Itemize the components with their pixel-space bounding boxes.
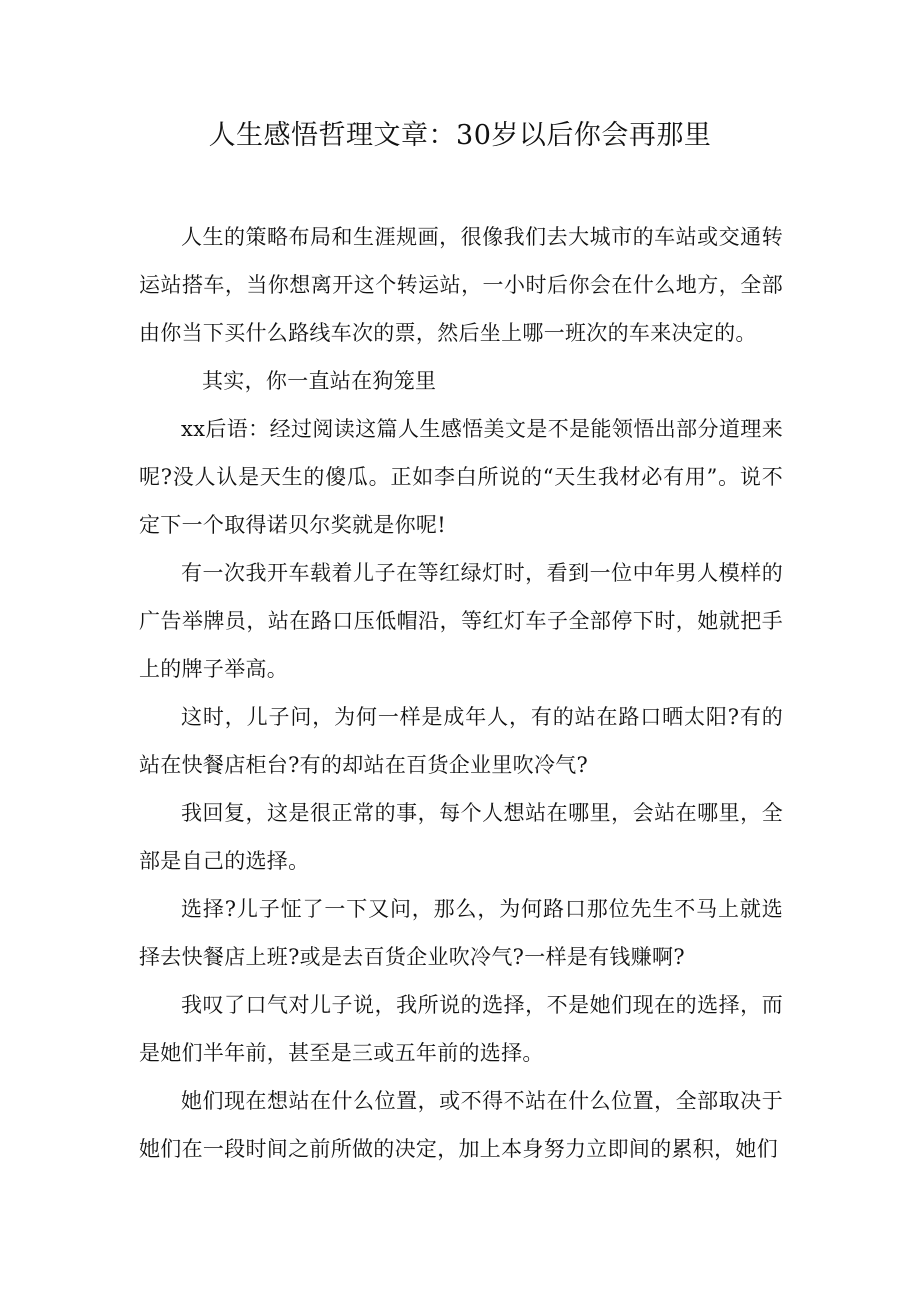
- paragraph-3: xx后语：经过阅读这篇人生感悟美文是不是能领悟出部分道理来呢?没人认是天生的傻瓜。正如李白所说的“天生我材必有用”。说不定下一个取得诺贝尔奖就是你呢!: [139, 417, 783, 537]
- paragraph-8: 我叹了口气对儿子说，我所说的选择，不是她们现在的选择，而是她们半年前，甚至是三或五年前的选择。: [139, 993, 783, 1065]
- paragraph-9: 她们现在想站在什么位置，或不得不站在什么位置，全部取决于她们在一段时间之前所做的决定，加上本身努力立即间的累积，她们: [139, 1089, 783, 1161]
- paragraph-1: 人生的策略布局和生涯规画，很像我们去大城市的车站或交通转运站搭车，当你想离开这个转运站，一小时后你会在什么地方，全部由你当下买什么路线车次的票，然后坐上哪一班次的车来决定的。: [139, 225, 783, 345]
- paragraph-2: 其实，你一直站在狗笼里: [202, 369, 437, 393]
- paragraph-5: 这时，儿子问，为何一样是成年人，有的站在路口晒太阳?有的站在快餐店柜台?有的却站在百货企业里吹冷气?: [139, 705, 783, 777]
- paragraph-4: 有一次我开车载着儿子在等红绿灯时，看到一位中年男人模样的广告举牌员，站在路口压低帽沿，等红灯车子全部停下时，她就把手上的牌子举高。: [139, 561, 783, 681]
- document-title: 人生感悟哲理文章：30岁以后你会再那里: [208, 120, 712, 151]
- paragraph-7: 选择?儿子怔了一下又问，那么，为何路口那位先生不马上就选择去快餐店上班?或是去百货企业吹冷气?一样是有钱赚啊?: [139, 897, 783, 969]
- document-body: [139, 213, 783, 1173]
- paragraph-6: 我回复，这是很正常的事，每个人想站在哪里，会站在哪里，全部是自己的选择。: [139, 801, 783, 873]
